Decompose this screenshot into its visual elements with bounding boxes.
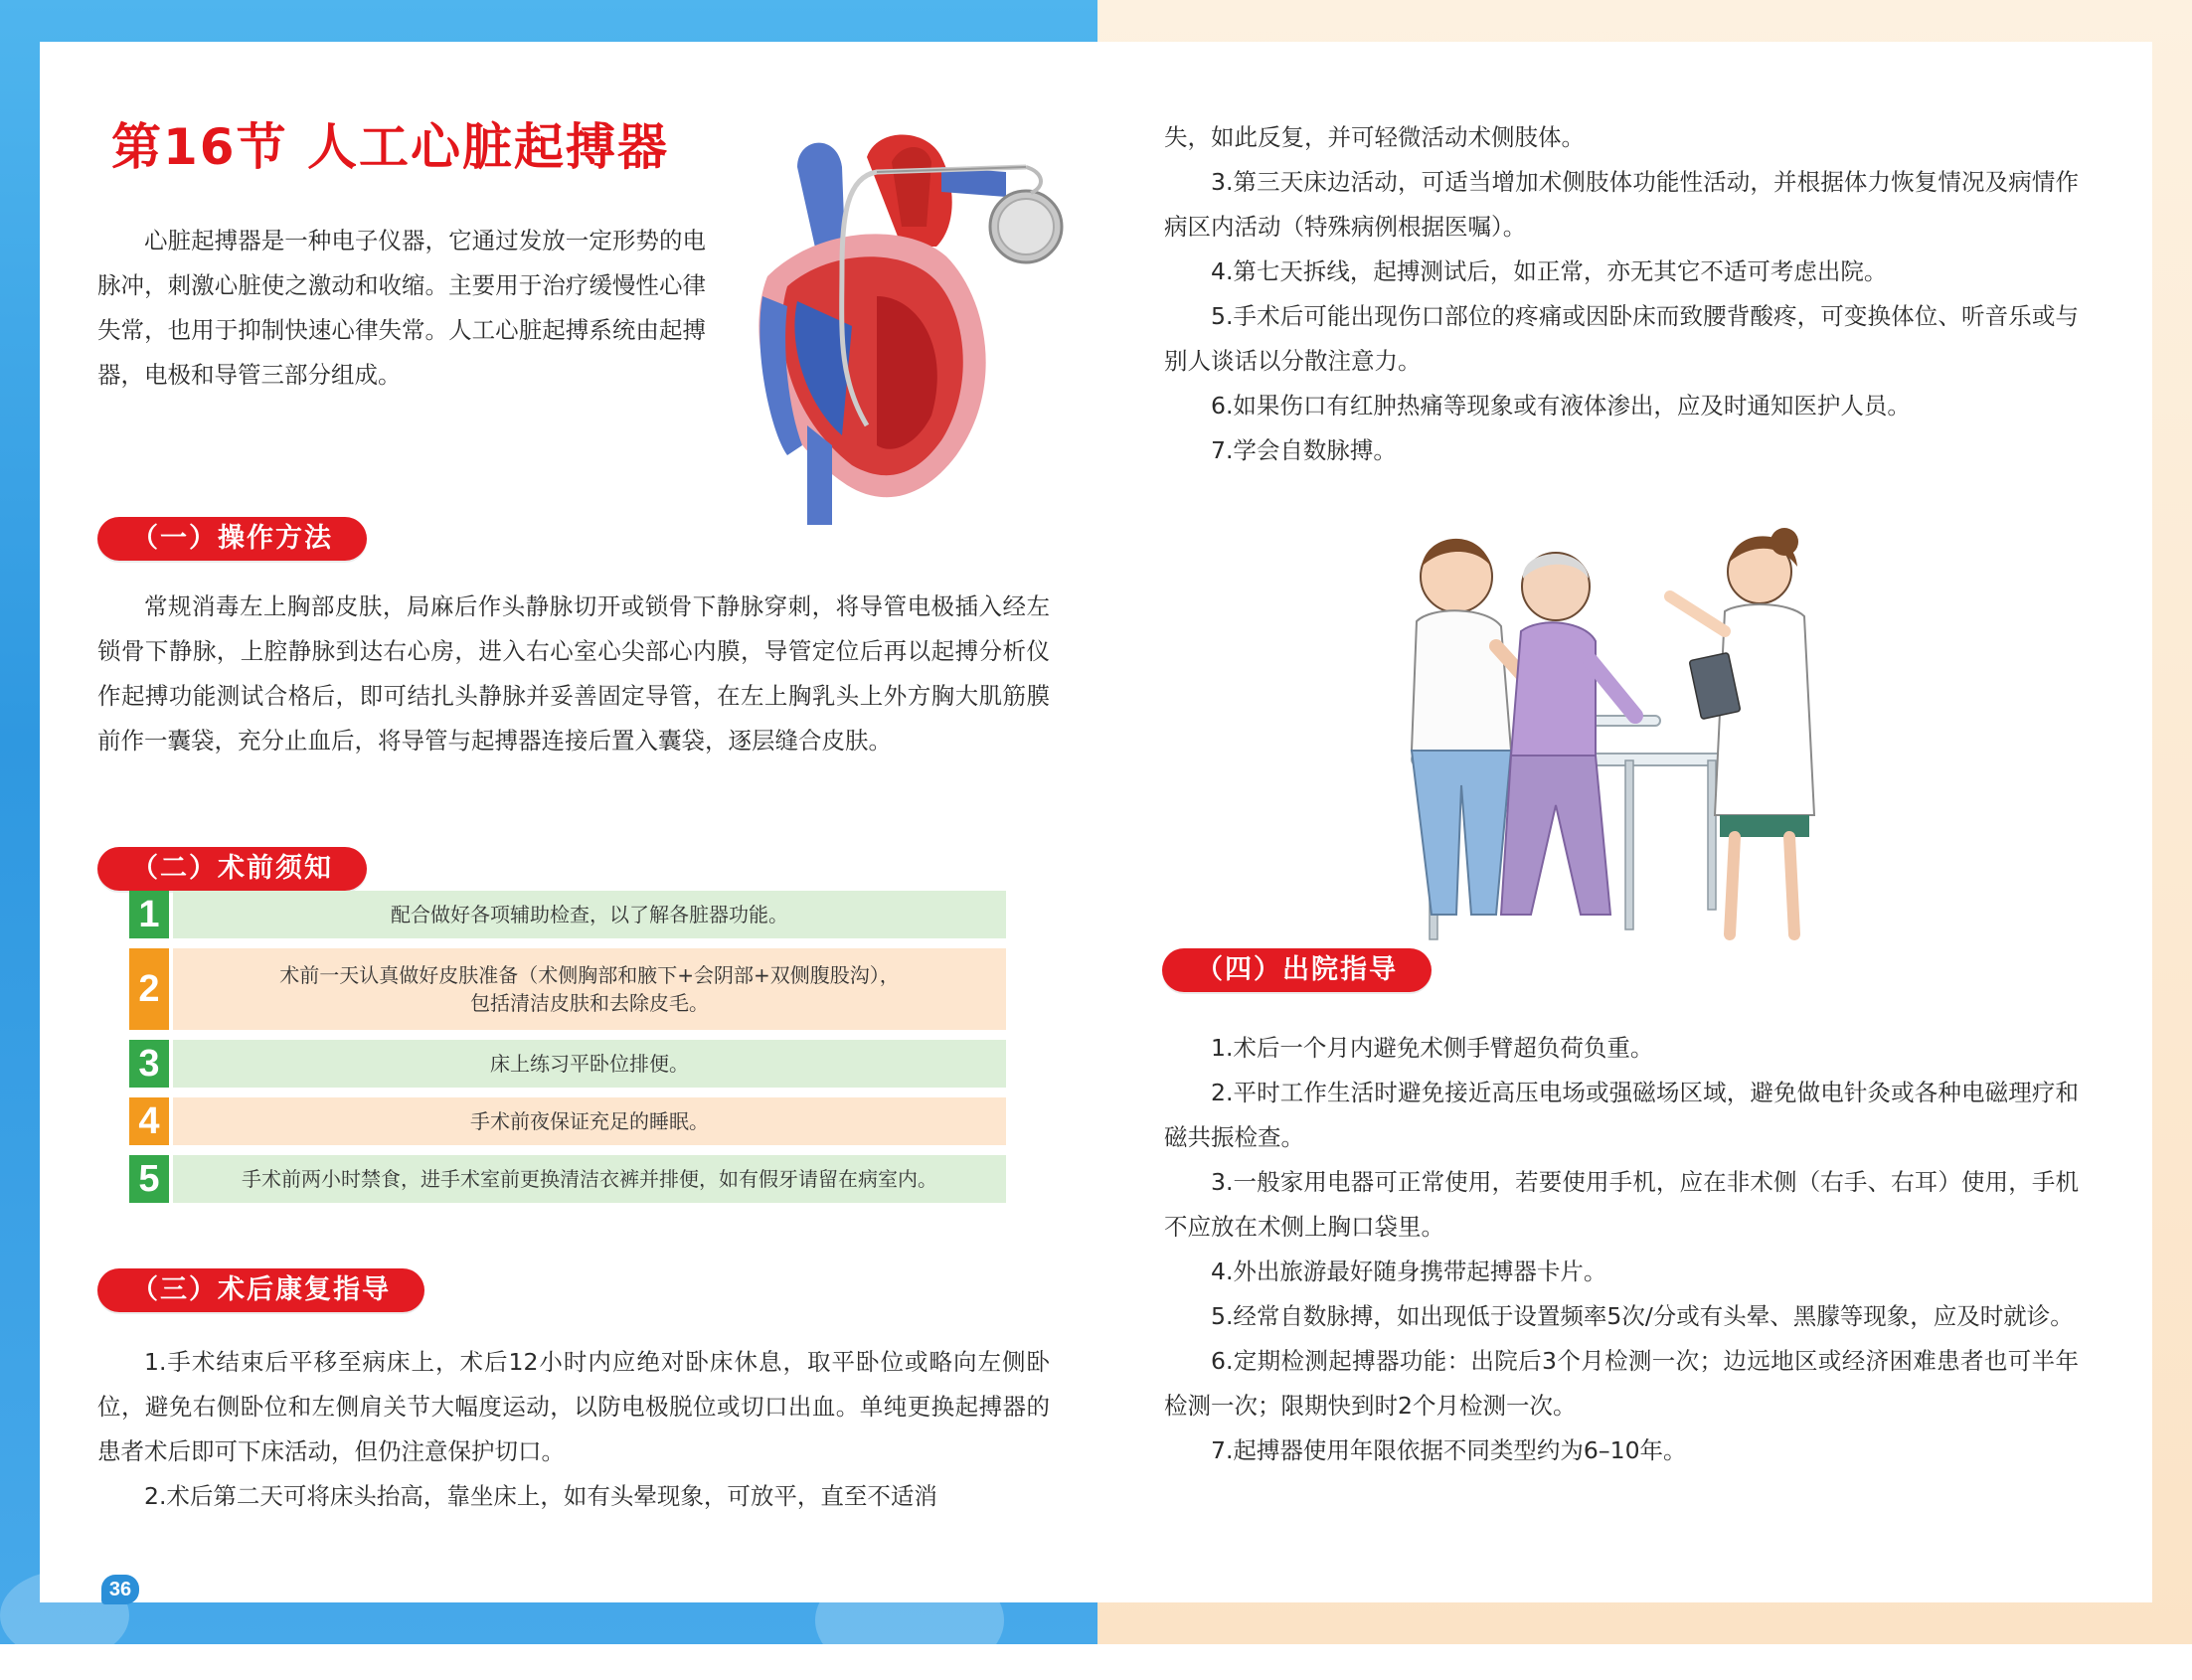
list-item: 6.定期检测起搏器功能：出院后3个月检测一次；边远地区或经济困难患者也可半年检测一次；限期快到时2个月检测一次。 — [1164, 1347, 2079, 1420]
list-item: 3.第三天床边活动，可适当增加术侧肢体功能性活动，并根据体力恢复情况及病情作病区内活动（特殊病例根据医嘱）。 — [1164, 168, 2079, 241]
list-item: 3.一般家用电器可正常使用，若要使用手机，应在非术侧（右手、右耳）使用，手机不应放在术侧上胸口袋里。 — [1164, 1168, 2079, 1241]
preop-steps — [129, 891, 1006, 1213]
book-spread — [40, 42, 2152, 1602]
heart-pacemaker-illustration — [728, 127, 1086, 525]
list-item: 7.学会自数脉搏。 — [1211, 436, 1397, 464]
step-item — [129, 1040, 1006, 1088]
left-page — [40, 42, 1113, 1602]
list-item: 1.术后一个月内避免术侧手臂超负荷负重。 — [1211, 1034, 1654, 1062]
list-item: 5.经常自数脉搏，如出现低于设置频率5次/分或有头晕、黑朦等现象，应及时就诊。 — [1211, 1302, 2074, 1330]
step-item — [129, 1155, 1006, 1203]
list-item: 4.外出旅游最好随身携带起搏器卡片。 — [1211, 1258, 1607, 1285]
rehab-walking-illustration — [1372, 487, 1859, 954]
postop-list — [97, 1340, 1050, 1519]
list-item: 4.第七天拆线，起搏测试后，如正常，亦无其它不适可考虑出院。 — [1211, 257, 1888, 285]
step-text: 手术前两小时禁食，进手术室前更换清洁衣裤并排便，如有假牙请留在病室内。 — [173, 1155, 1006, 1203]
step-number: 3 — [129, 1040, 169, 1088]
list-item: 2.术后第二天可将床头抬高，靠坐床上，如有头晕现象，可放平，直至不适消 — [144, 1482, 937, 1510]
list-item: 2.平时工作生活时避免接近高压电场或强磁场区域，避免做电针灸或各种电磁理疗和磁共振检查。 — [1164, 1079, 2079, 1151]
section-heading-procedure: （一）操作方法 — [97, 517, 367, 561]
list-item: 7.起搏器使用年限依据不同类型约为6–10年。 — [1211, 1436, 1687, 1464]
list-item: 5.手术后可能出现伤口部位的疼痛或因卧床而致腰背酸疼，可变换体位、听音乐或与别人谈话以分散注意力。 — [1164, 302, 2079, 375]
procedure-paragraph: 常规消毒左上胸部皮肤，局麻后作头静脉切开或锁骨下静脉穿刺，将导管电极插入经左锁骨下静脉，上腔静脉到达右心房，进入右心室心尖部心内膜，导管定位后再以起搏分析仪作起搏功能测试合格后，即可结扎头静脉并妥善固定导管，在左上胸乳头上外方胸大肌筋膜前作一囊袋，充分止血后，将导管与起搏器连接后置入囊袋，逐层缝合皮肤。 — [97, 592, 1050, 755]
page-title: 第16节 人工心脏起搏器 — [111, 118, 669, 176]
step-text: 床上练习平卧位排便。 — [173, 1040, 1006, 1088]
list-item: 1.手术结束后平移至病床上，术后12小时内应绝对卧床休息，取平卧位或略向左侧卧位，避免右侧卧位和左侧肩关节大幅度运动，以防电极脱位或切口出血。单纯更换起搏器的患者术后即可下床活动，但仍注意保护切口。 — [97, 1348, 1050, 1465]
step-number: 5 — [129, 1155, 169, 1203]
step-number: 4 — [129, 1097, 169, 1145]
step-item — [129, 891, 1006, 938]
step-text: 配合做好各项辅助检查，以了解各脏器功能。 — [173, 891, 1006, 938]
step-item — [129, 948, 1006, 1030]
right-page — [1158, 42, 2152, 1602]
intro-paragraph: 心脏起搏器是一种电子仪器，它通过发放一定形势的电脉冲，刺激心脏使之激动和收缩。主要用于治疗缓慢性心律失常，也用于抑制快速心律失常。人工心脏起搏系统由起搏器，电极和导管三部分组成。 — [97, 227, 706, 389]
step-text: 术前一天认真做好皮肤准备（术侧胸部和腋下+会阴部+双侧腹股沟）， 包括清洁皮肤和去除皮毛。 — [173, 948, 1006, 1030]
section-heading-postop: （三）术后康复指导 — [97, 1268, 424, 1312]
postop-list-continued — [1164, 115, 2079, 473]
step-number: 2 — [129, 948, 169, 1030]
step-text: 手术前夜保证充足的睡眠。 — [173, 1097, 1006, 1145]
section-heading-preop: （二）术前须知 — [97, 847, 367, 891]
step-number: 1 — [129, 891, 169, 938]
page-number: 36 — [101, 1575, 139, 1604]
discharge-list — [1164, 1026, 2079, 1473]
list-item: 失，如此反复，并可轻微活动术侧肢体。 — [1164, 123, 1585, 151]
step-item — [129, 1097, 1006, 1145]
section-heading-discharge: （四）出院指导 — [1162, 948, 1432, 992]
list-item: 6.如果伤口有红肿热痛等现象或有液体渗出，应及时通知医护人员。 — [1211, 392, 1911, 420]
